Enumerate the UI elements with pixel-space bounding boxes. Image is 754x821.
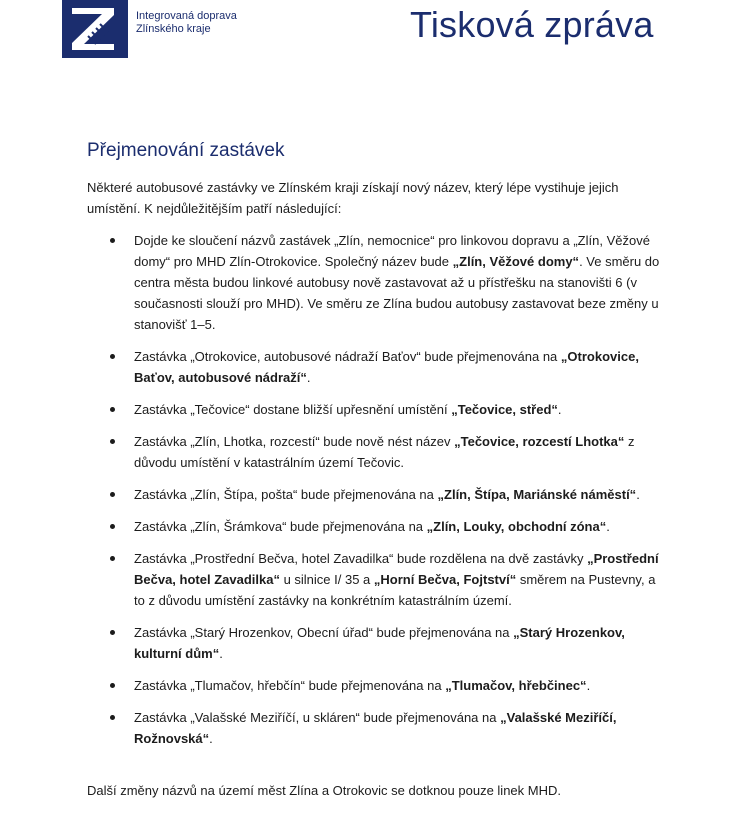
bullet-icon bbox=[110, 354, 115, 359]
ids-z-logo-icon bbox=[62, 0, 128, 58]
item-text: . bbox=[606, 519, 610, 534]
bullet-icon bbox=[110, 630, 115, 635]
list-item bbox=[87, 622, 667, 664]
bullet-icon bbox=[110, 492, 115, 497]
list-item bbox=[87, 431, 667, 473]
item-text: Zastávka „Otrokovice, autobusové nádraží Baťov“ bude přejmenována na bbox=[134, 349, 561, 364]
item-text: z důvodu umístění v katastrálním území Tečovic. bbox=[134, 434, 635, 470]
new-stop-name: „Valašské Meziříčí, Rožnovská“ bbox=[134, 710, 617, 746]
item-text: Zastávka „Zlín, Lhotka, rozcestí“ bude nově nést název bbox=[134, 434, 455, 449]
list-item bbox=[87, 516, 667, 537]
bullet-icon bbox=[110, 556, 115, 561]
logo-line-1: Integrovaná doprava bbox=[136, 10, 237, 22]
intro-paragraph: Některé autobusové zastávky ve Zlínském kraji získají nový název, který lépe vystihuje jejich umístění. K nejdůležitějším patří následující: bbox=[87, 180, 619, 216]
item-text: Zastávka „Zlín, Šrámkova“ bude přejmenována na bbox=[134, 519, 427, 534]
list-item bbox=[87, 399, 667, 420]
new-stop-name: „Tečovice, střed“ bbox=[451, 402, 558, 417]
list-item bbox=[87, 346, 667, 388]
document-title: Tisková zpráva bbox=[410, 4, 654, 45]
item-text: . bbox=[586, 678, 591, 693]
bullet-icon bbox=[110, 439, 115, 444]
bullet-icon bbox=[110, 238, 115, 243]
new-stop-name: „Zlín, Věžové domy“ bbox=[452, 254, 580, 269]
item-text: Zastávka „Zlín, Štípa, pošta“ bude přejmenována na bbox=[134, 487, 438, 502]
bullet-icon bbox=[110, 407, 115, 412]
item-text: . bbox=[557, 402, 562, 417]
item-text: . bbox=[636, 487, 640, 502]
list-item bbox=[87, 484, 667, 505]
new-stop-name: „Prostřední Bečva, hotel Zavadilka“ bbox=[134, 551, 659, 587]
bullet-icon bbox=[110, 683, 115, 688]
new-stop-name: „Tlumačov, hřebčinec“ bbox=[445, 678, 587, 693]
item-text: . bbox=[209, 731, 213, 746]
item-text: Zastávka „Prostřední Bečva, hotel Zavadilka“ bude rozdělena na dvě zastávky bbox=[134, 551, 588, 566]
item-text: . Ve směru do centra města budou linkové autobusy nově zastavovat až u přístřešku na stanovišti 6 (v současnosti slouží pro MHD). Ve směru ze Zlína budou autobusy zastavovat beze změny u stanovišť 1–5. bbox=[134, 254, 660, 332]
new-stop-name: „Tečovice, rozcestí Lhotka“ bbox=[454, 434, 625, 449]
bullet-icon bbox=[110, 715, 115, 720]
new-stop-name: „Horní Bečva, Fojtství“ bbox=[373, 572, 517, 587]
closing-paragraph: Další změny názvů na území měst Zlína a Otrokovic se dotknou pouze linek MHD. bbox=[87, 783, 561, 798]
logo-line-2: Zlínského kraje bbox=[136, 23, 211, 35]
item-text: u silnice I/ 35 a bbox=[279, 572, 374, 587]
item-text: . bbox=[306, 370, 311, 385]
list-item bbox=[87, 230, 667, 335]
new-stop-name: „Zlín, Štípa, Mariánské náměstí“ bbox=[437, 487, 637, 502]
list-item bbox=[87, 675, 667, 696]
new-stop-name: „Otrokovice, Baťov, autobusové nádraží“ bbox=[134, 349, 639, 385]
new-stop-name: „Starý Hrozenkov, kulturní dům“ bbox=[134, 625, 625, 661]
stop-rename-list bbox=[87, 230, 667, 760]
new-stop-name: „Zlín, Louky, obchodní zóna“ bbox=[426, 519, 607, 534]
item-text: směrem na Pustevny, a to z důvodu umístění zastávky na konkrétním katastrálním území. bbox=[134, 572, 656, 608]
item-text: Zastávka „Valašské Meziříčí, u skláren“ bude přejmenována na bbox=[134, 710, 501, 725]
item-text: . bbox=[219, 646, 223, 661]
logo-text bbox=[136, 10, 237, 36]
item-text: Zastávka „Tlumačov, hřebčín“ bude přejmenována na bbox=[134, 678, 446, 693]
bullet-icon bbox=[110, 524, 115, 529]
section-heading: Přejmenování zastávek bbox=[87, 140, 285, 161]
item-text: Zastávka „Tečovice“ dostane bližší upřesnění umístění bbox=[134, 402, 452, 417]
list-item bbox=[87, 548, 667, 611]
list-item bbox=[87, 707, 667, 749]
item-text: Dojde ke sloučení názvů zastávek „Zlín, nemocnice“ pro linkovou dopravu a „Zlín, Věžové domy“ pro MHD Zlín-Otrokovice. Společný název bude bbox=[134, 233, 650, 269]
item-text: Zastávka „Starý Hrozenkov, Obecní úřad“ bude přejmenována na bbox=[134, 625, 514, 640]
